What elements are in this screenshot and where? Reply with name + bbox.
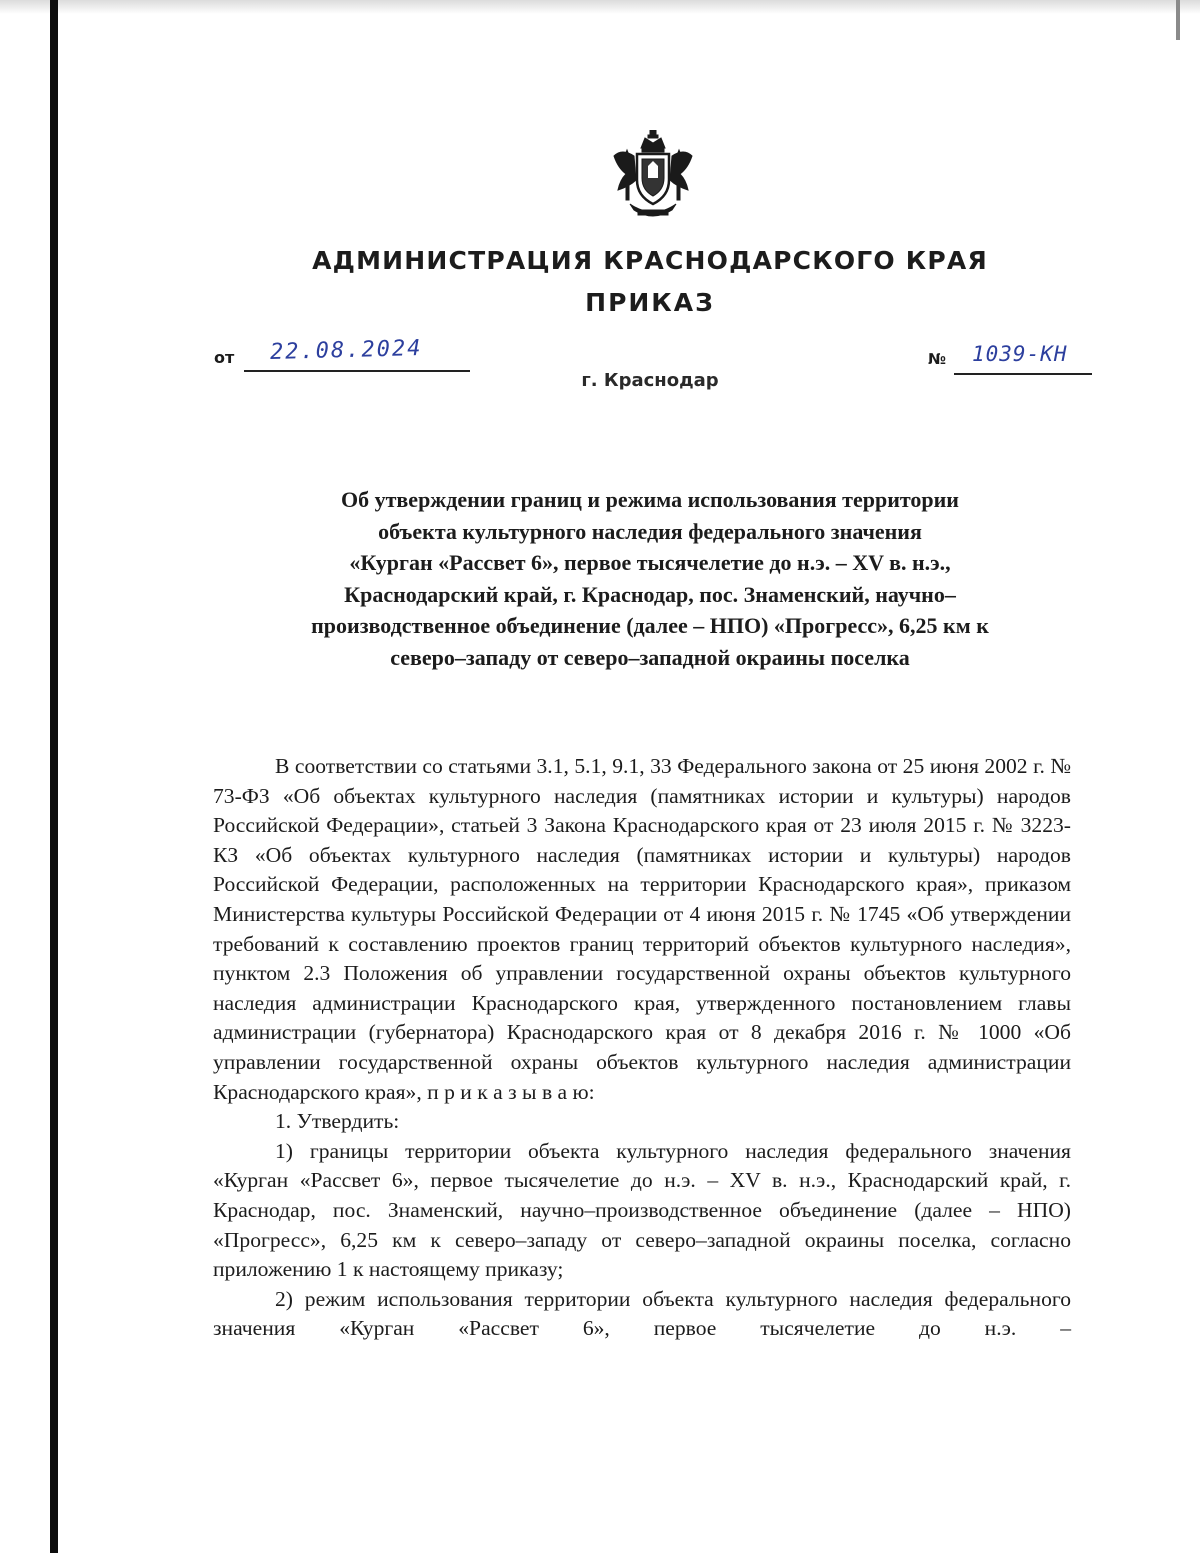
organization-title: АДМИНИСТРАЦИЯ КРАСНОДАРСКОГО КРАЯ [312, 246, 988, 275]
clause-1-heading: 1. Утвердить: [275, 1109, 400, 1134]
city-label: г. Краснодар [581, 370, 719, 391]
coat-of-arms-icon [612, 130, 694, 222]
number-underline [954, 373, 1092, 375]
date-handwritten: 22.08.2024 [269, 336, 423, 365]
clause-1-item-2: 2) режим использования территории объекта культурного наследия федерального значения «Курган «Рассвет 6», первое тысячелетие до н.э. – [213, 1286, 1071, 1341]
order-body [213, 752, 1071, 1344]
subject-line: Об утверждении границ и режима использования территории [341, 487, 959, 512]
date-prefix: от [214, 348, 235, 367]
subject-line: северо–западу от северо–западной окраины поселка [390, 644, 910, 670]
document-type-title: ПРИКАЗ [585, 288, 715, 317]
date-field [214, 336, 484, 376]
number-prefix: № [928, 350, 947, 368]
order-subject [190, 484, 1110, 673]
scan-right-mark [1176, 0, 1180, 40]
scan-left-edge [50, 0, 58, 1553]
subject-line: «Курган «Рассвет 6», первое тысячелетие до н.э. – XV в. н.э., [349, 550, 951, 575]
subject-line: производственное объединение (далее – НПО) «Прогресс», 6,25 км к [311, 613, 989, 638]
subject-line: Краснодарский край, г. Краснодар, пос. Знаменский, научно– [344, 581, 956, 607]
number-field [928, 340, 1098, 376]
number-handwritten: 1039-КН [972, 342, 1068, 366]
date-underline [244, 370, 470, 372]
preamble-paragraph: В соответствии со статьями 3.1, 5.1, 9.1, 33 Федерального закона от 25 июня 2002 г. № 73-ФЗ «Об объектах культурного наследия (памятниках истории и культуры) народов Российской Федерации», статьей 3 Закона Краснодарского края от 23 июля 2015 г. № 3223-КЗ «Об объектах культурного наследия (памятниках истории и культуры) народов Российской Федерации, расположенных на территории Краснодарского края», приказом Министерства культуры Российской Федерации от 4 июня 2015 г. № 1745 «Об утверждении требований к составлению проектов границ территорий объектов культурного наследия», пунктом 2.3 Положения об управлении государственной охраны объектов культурного наследия администрации Краснодарского края, утвержденного постановлением главы администрации (губернатора) Краснодарского края от 8 декабря 2016 г. № 1000 «Об управлении государственной охраны объектов культурного наследия администрации Краснодарского края», п р и к а з ы в а ю: [213, 754, 1071, 1104]
subject-line: объекта культурного наследия федерального значения [378, 518, 922, 544]
scan-top-shadow [0, 0, 1200, 14]
clause-1-item-1: 1) границы территории объекта культурного наследия федерального значения «Курган «Рассвет 6», первое тысячелетие до н.э. – XV в. н.э., Краснодарский край, г. Краснодар, пос. Знаменский, научно–производственное объединение (далее – НПО) «Прогресс», 6,25 км к северо–западу от северо–западной окраины поселка, согласно приложению 1 к настоящему приказу; [213, 1138, 1071, 1282]
